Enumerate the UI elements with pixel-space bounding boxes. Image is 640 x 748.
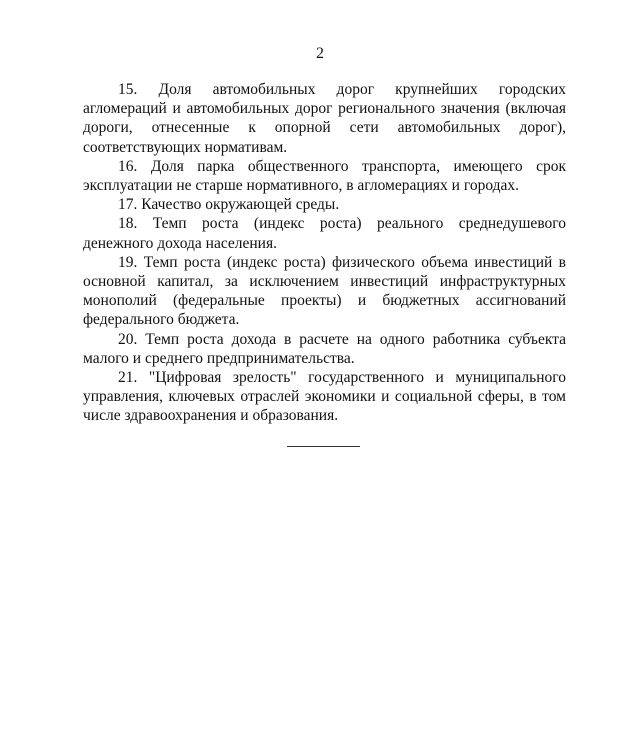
list-item-17: 17. Качество окружающей среды. [118,196,340,214]
page-number: 2 [316,45,324,62]
list-item-15: 15. Доля автомобильных дорог крупнейших городских агломераций и автомобильных дорог регионального значения (включая дороги, отнесенные к опорной сети автомобильных дорог), соответствующих нормативам. [83,81,566,156]
end-divider [287,446,360,447]
list-item-18: 18. Темп роста (индекс роста) реального среднедушевого денежного дохода населения. [83,215,566,252]
numbered-list [83,80,566,426]
list-item-16: 16. Доля парка общественного транспорта, имеющего срок эксплуатации не старше нормативного, в агломерациях и городах. [83,157,566,195]
list-item-19: 19. Темп роста (индекс роста) физического объема инвестиций в основной капитал, за исключением инвестиций инфраструктурных монополий (федеральные проекты) и бюджетных ассигнований федерального бюджета. [83,253,566,329]
list-item-21: 21. "Цифровая зрелость" государственного и муниципального управления, ключевых отраслей экономики и социальной сферы, в том числе здравоохранения и образования. [83,369,566,425]
list-item-20: 20. Темп роста дохода в расчете на одного работника субъекта малого и среднего предпринимательства. [83,330,566,367]
